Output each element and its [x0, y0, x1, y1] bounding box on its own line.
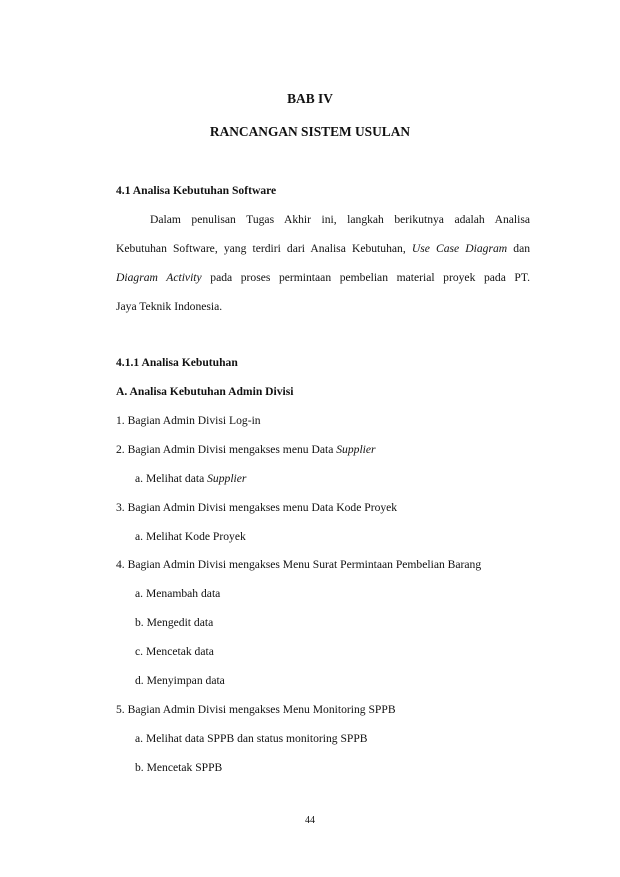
- list-subitem: a. Melihat data Supplier: [135, 472, 247, 485]
- list-item: 1. Bagian Admin Divisi Log-in: [116, 414, 261, 427]
- list-subitem: a. Menambah data: [135, 587, 221, 600]
- list-subitem: b. Mencetak SPPB: [135, 761, 223, 774]
- list-subitem: c. Mencetak data: [135, 645, 214, 658]
- paragraph-line: Jaya Teknik Indonesia.: [116, 300, 223, 313]
- use-case-diagram-term: Use Case Diagram: [411, 242, 508, 255]
- list-subitem: b. Mengedit data: [135, 616, 214, 629]
- list-item: 2. Bagian Admin Divisi mengakses menu Data Supplier: [116, 443, 376, 456]
- page-number: 44: [305, 815, 315, 826]
- chapter-number: BAB IV: [287, 91, 333, 106]
- section-heading-4-1: 4.1 Analisa Kebutuhan Software: [116, 184, 277, 197]
- list-subitem: a. Melihat data SPPB dan status monitoring SPPB: [135, 732, 368, 745]
- list-item: 3. Bagian Admin Divisi mengakses menu Data Kode Proyek: [116, 501, 398, 514]
- diagram-activity-term: Diagram Activity: [116, 271, 202, 284]
- paragraph-line: Diagram Activity pada proses permintaan pembelian material proyek pada PT.: [116, 271, 531, 284]
- subsection-heading-a: A. Analisa Kebutuhan Admin Divisi: [116, 385, 294, 398]
- chapter-title: RANCANGAN SISTEM USULAN: [209, 124, 411, 139]
- list-subitem: a. Melihat Kode Proyek: [135, 530, 246, 543]
- list-item: 4. Bagian Admin Divisi mengakses Menu Surat Permintaan Pembelian Barang: [116, 558, 482, 571]
- section-heading-4-1-1: 4.1.1 Analisa Kebutuhan: [116, 356, 238, 369]
- list-item: 5. Bagian Admin Divisi mengakses Menu Monitoring SPPB: [116, 703, 396, 716]
- list-subitem: d. Menyimpan data: [135, 674, 225, 687]
- paragraph-line: Kebutuhan Software, yang terdiri dari Analisa Kebutuhan, Use Case Diagram dan: [116, 242, 531, 255]
- paragraph-line: Dalam penulisan Tugas Akhir ini, langkah berikutnya adalah Analisa: [150, 213, 530, 226]
